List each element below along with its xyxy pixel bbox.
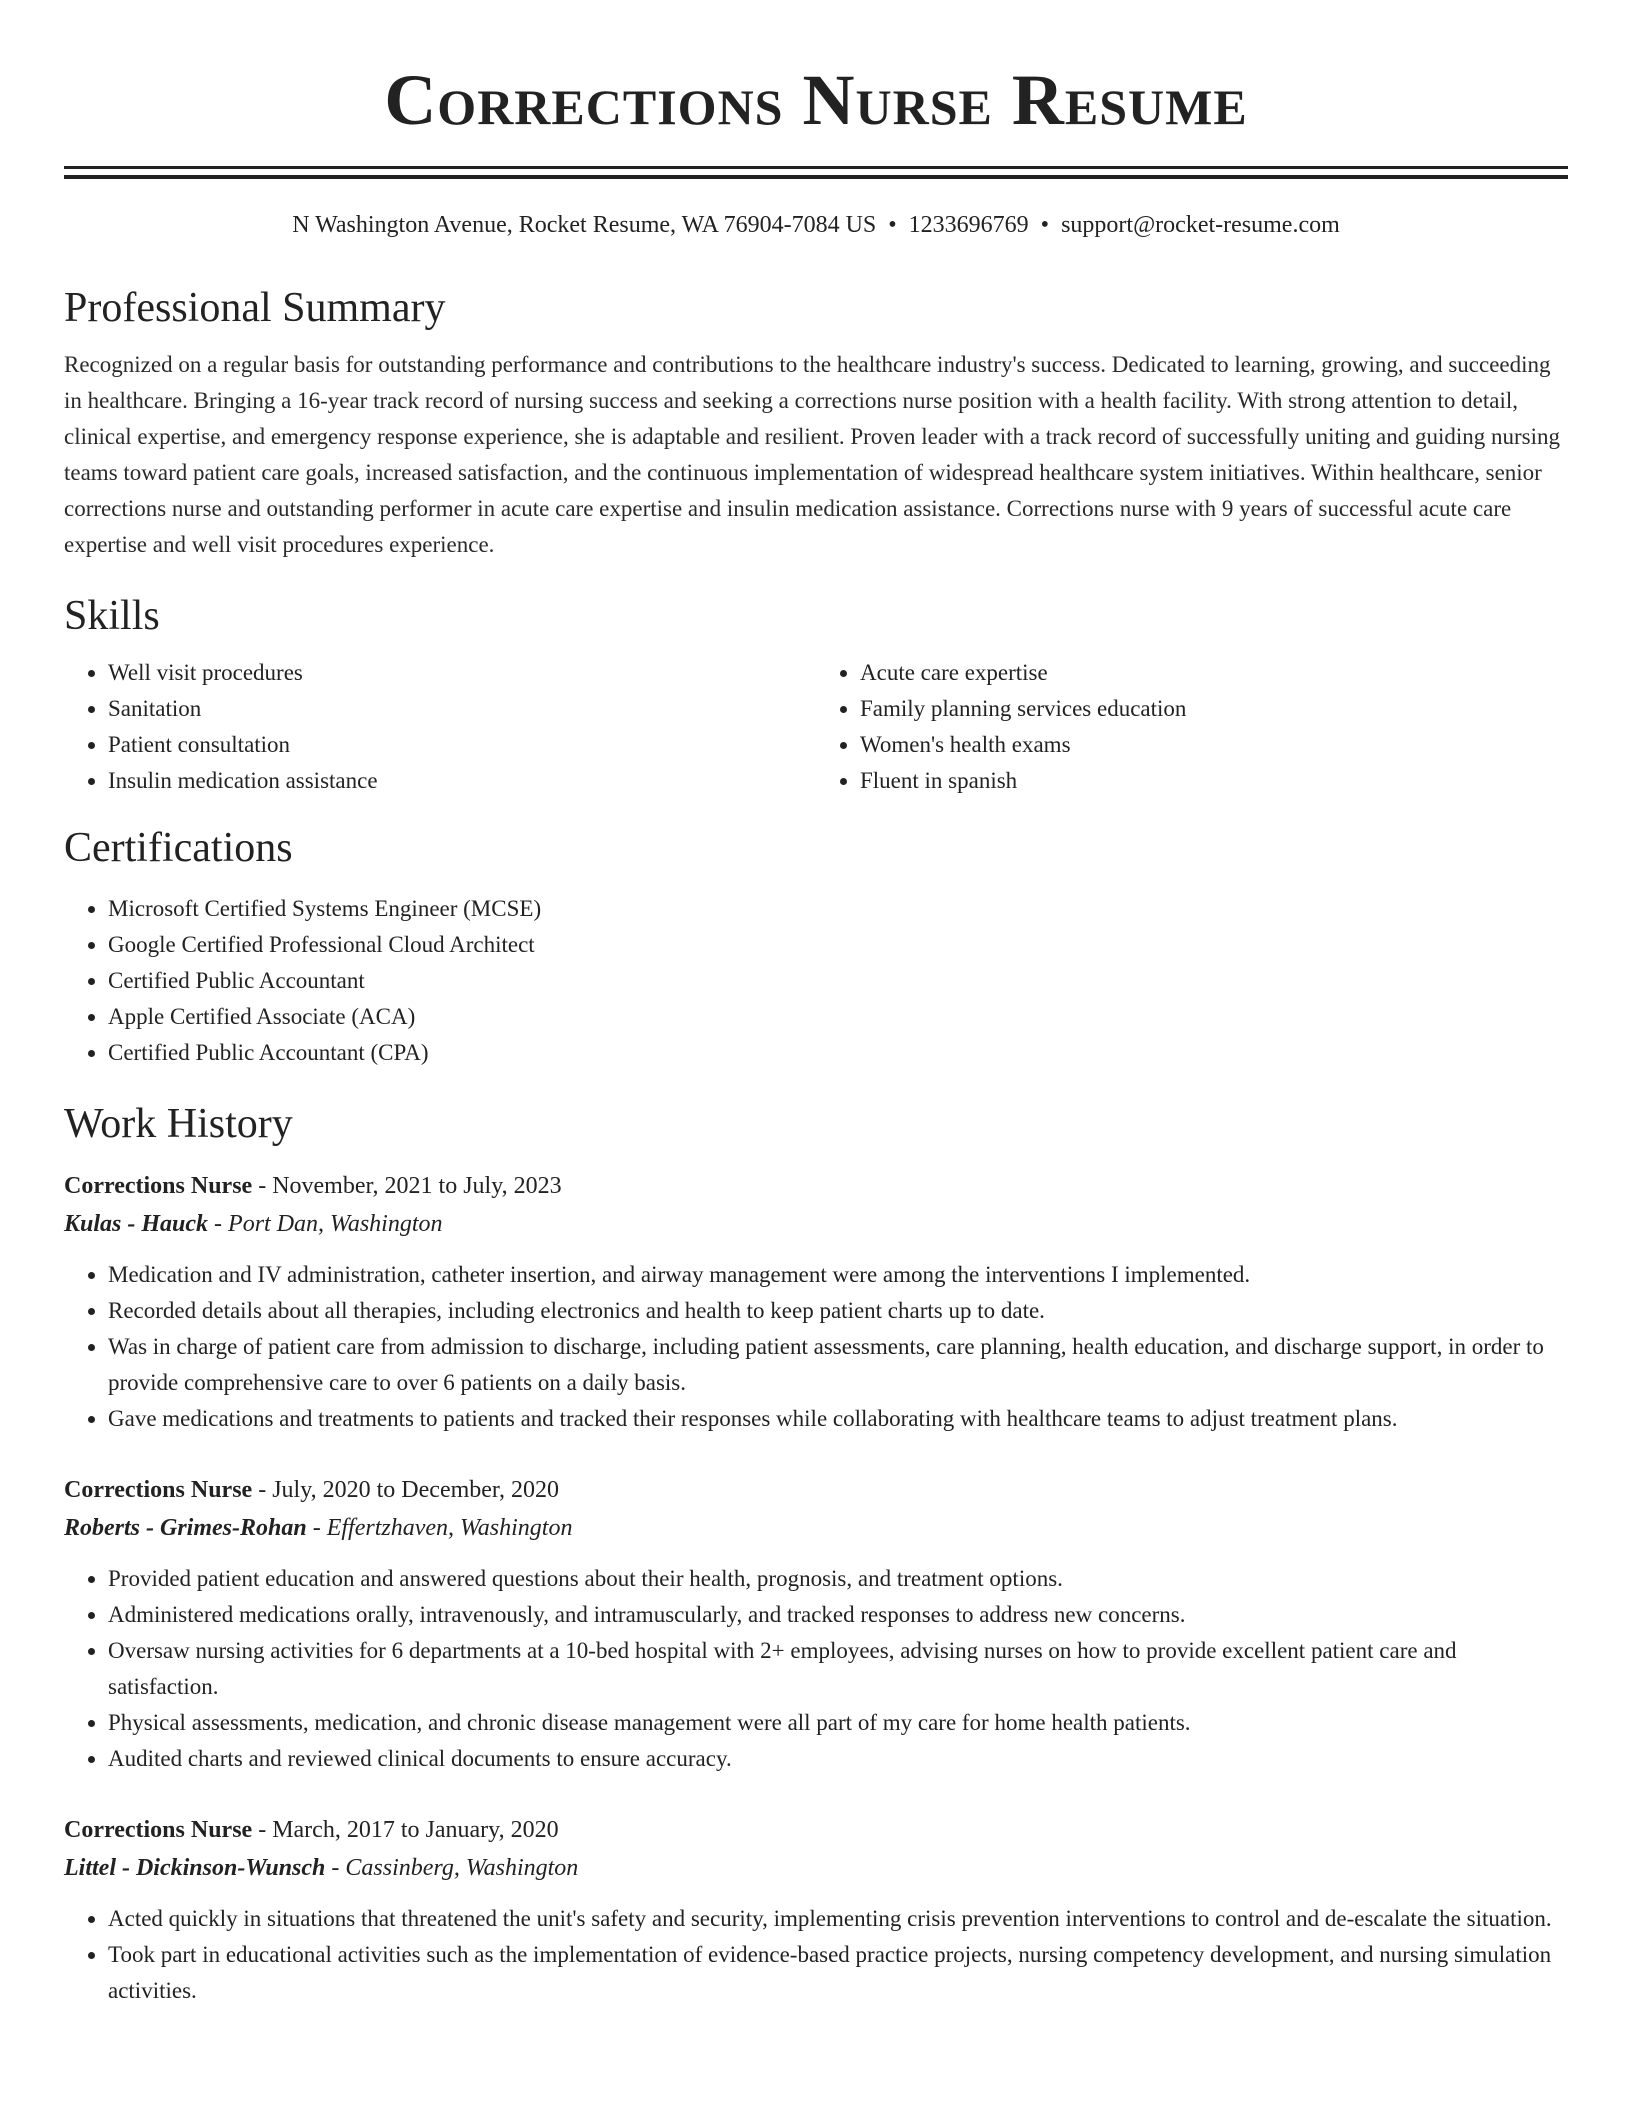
job-entry [64, 1471, 1568, 1777]
contact-phone: 1233696769 [908, 212, 1029, 238]
job-location: Cassinberg, Washington [345, 1855, 579, 1881]
title-divider-top [64, 166, 1568, 169]
contact-email: support@rocket-resume.com [1061, 212, 1340, 238]
page-title: Corrections Nurse Resume [384, 60, 1248, 140]
job-bullet: • Recorded details about all therapies, including electronics and health to keep patient charts up to date. [108, 1293, 1568, 1329]
job-bullet: • Gave medications and treatments to patients and tracked their responses while collaborating with healthcare teams to adjust treatment plans. [108, 1401, 1568, 1437]
job-bullet: • Took part in educational activities such as the implementation of evidence-based practice projects, nursing competency development, and nursing simulation activities. [108, 1937, 1568, 2009]
job-title: Corrections Nurse [64, 1477, 253, 1503]
job-dates: November, 2021 to July, 2023 [272, 1173, 562, 1199]
work-history-heading: Work History [64, 1101, 293, 1147]
job-title-line: Corrections Nurse - July, 2020 to December, 2020 [64, 1477, 559, 1503]
job-bullet: • Was in charge of patient care from admission to discharge, including patient assessments, care planning, health education, and discharge support, in order to provide comprehensive care to over 6 patients on a daily basis. [108, 1329, 1568, 1401]
job-entry [64, 1811, 1568, 2009]
job-bullet: • Oversaw nursing activities for 6 departments at a 10-bed hospital with 2+ employees, advising nurses on how to provide excellent patient care and satisfaction. [108, 1633, 1568, 1705]
skills-list-right [816, 655, 1568, 799]
skill-item: • Well visit procedures [108, 655, 816, 691]
skills-columns [64, 655, 1568, 799]
job-title: Corrections Nurse [64, 1817, 253, 1843]
contact-separator: • [888, 212, 897, 238]
skill-item: • Sanitation [108, 691, 816, 727]
certifications-list [64, 891, 1568, 1071]
job-company: Roberts - Grimes-Rohan [64, 1515, 307, 1541]
job-company-line: Littel - Dickinson-Wunsch - Cassinberg, Washington [64, 1855, 579, 1881]
resume-page [64, 0, 1568, 2009]
job-bullet: • Acted quickly in situations that threatened the unit's safety and security, implementing crisis prevention interventions to control and de-escalate the situation. [108, 1901, 1568, 1937]
job-dates: March, 2017 to January, 2020 [272, 1817, 559, 1843]
job-bullet: • Medication and IV administration, catheter insertion, and airway management were among the interventions I implemented. [108, 1257, 1568, 1293]
certification-item: • Certified Public Accountant (CPA) [108, 1035, 1568, 1071]
job-bullets [64, 1561, 1568, 1777]
job-title: Corrections Nurse [64, 1173, 253, 1199]
skill-item: • Women's health exams [860, 727, 1568, 763]
certification-item: • Certified Public Accountant [108, 963, 1568, 999]
job-title-line: Corrections Nurse - November, 2021 to July, 2023 [64, 1173, 562, 1199]
job-location: Port Dan, Washington [228, 1211, 443, 1237]
job-bullet: • Provided patient education and answered questions about their health, prognosis, and treatment options. [108, 1561, 1568, 1597]
job-company-line: Kulas - Hauck - Port Dan, Washington [64, 1211, 443, 1237]
title-divider-bottom [64, 175, 1568, 179]
skill-item: • Fluent in spanish [860, 763, 1568, 799]
certification-item: • Apple Certified Associate (ACA) [108, 999, 1568, 1035]
skills-heading: Skills [64, 593, 160, 639]
job-bullet: • Administered medications orally, intravenously, and intramuscularly, and tracked responses to address new concerns. [108, 1597, 1568, 1633]
skill-item: • Insulin medication assistance [108, 763, 816, 799]
job-company: Kulas - Hauck [64, 1211, 209, 1237]
job-location: Effertzhaven, Washington [326, 1515, 573, 1541]
job-dates: July, 2020 to December, 2020 [272, 1477, 559, 1503]
job-bullets [64, 1257, 1568, 1437]
summary-heading: Professional Summary [64, 285, 446, 331]
contact-separator: • [1040, 212, 1050, 238]
job-title-line: Corrections Nurse - March, 2017 to January, 2020 [64, 1817, 559, 1843]
job-company: Littel - Dickinson-Wunsch [64, 1855, 326, 1881]
certification-item: • Google Certified Professional Cloud Architect [108, 927, 1568, 963]
certifications-heading: Certifications [64, 825, 293, 871]
job-bullet: • Audited charts and reviewed clinical documents to ensure accuracy. [108, 1741, 1568, 1777]
certification-item: • Microsoft Certified Systems Engineer (MCSE) [108, 891, 1568, 927]
summary-text: Recognized on a regular basis for outstanding performance and contributions to the healthcare industry's success. Dedicated to learning, growing, and succeeding in healthcare. Bringing a 16-year track record of nursing success and seeking a corrections nurse position with a health facility. With strong attention to detail, clinical expertise, and emergency response experience, she is adaptable and resilient. Proven leader with a track record of successfully uniting and guiding nursing teams toward patient care goals, increased satisfaction, and the continuous implementation of widespread healthcare system initiatives. Within healthcare, senior corrections nurse and outstanding performer in acute care expertise and insulin medication assistance. Corrections nurse with 9 years of successful acute care expertise and well visit procedures experience. [64, 352, 1560, 557]
skill-item: • Acute care expertise [860, 655, 1568, 691]
job-bullet: • Physical assessments, medication, and chronic disease management were all part of my care for home health patients. [108, 1705, 1568, 1741]
job-company-line: Roberts - Grimes-Rohan - Effertzhaven, Washington [64, 1515, 573, 1541]
job-bullets [64, 1901, 1568, 2009]
job-entry [64, 1167, 1568, 1437]
skill-item: • Family planning services education [860, 691, 1568, 727]
skills-list-left [64, 655, 816, 799]
skill-item: • Patient consultation [108, 727, 816, 763]
contact-address: N Washington Avenue, Rocket Resume, WA 76904-7084 US [292, 212, 877, 238]
contact-line [64, 209, 1568, 241]
